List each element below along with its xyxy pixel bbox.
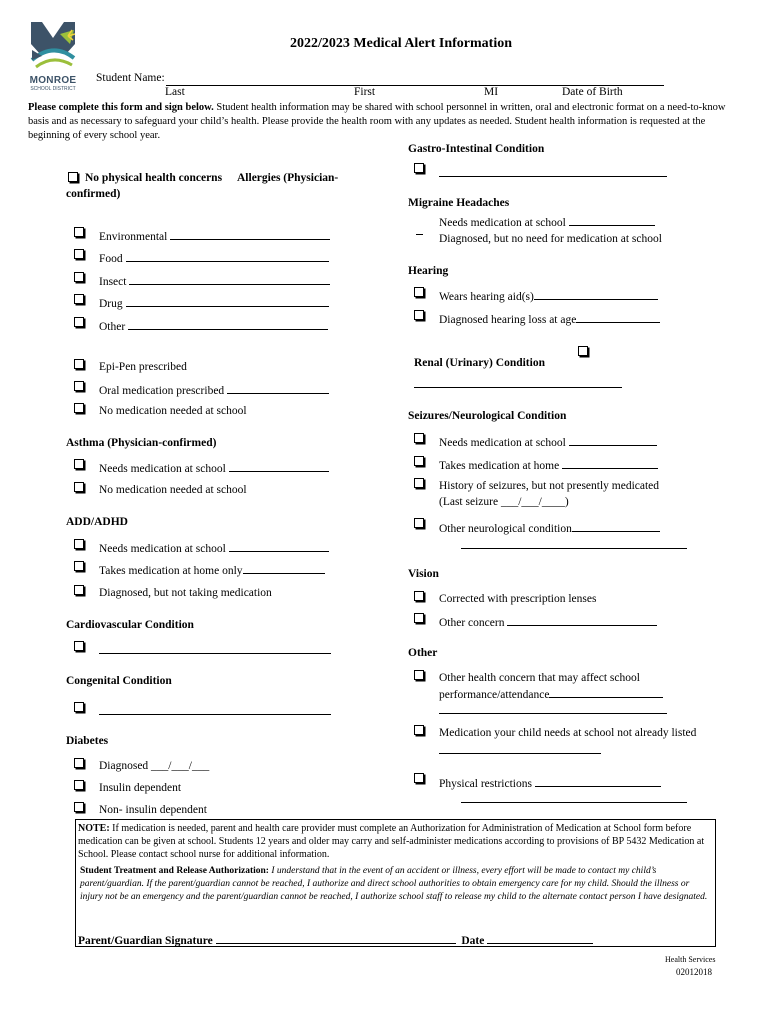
intro-bold: Please complete this form and sign below. [28, 102, 214, 113]
renal-line[interactable] [414, 377, 622, 388]
adhd-no-med-checkbox[interactable] [74, 585, 84, 595]
lenses-checkbox[interactable] [414, 591, 424, 601]
adhd-needs-med-label: Needs medication at school [99, 541, 329, 555]
migraine-no-med-label: Diagnosed, but no need for medication at school [439, 233, 662, 245]
vision-title: Vision [408, 568, 439, 580]
first-label: First [354, 86, 376, 98]
auth-text [80, 865, 712, 904]
food-label: Food [99, 251, 329, 265]
allergies-title: Allergies (Physician- [237, 172, 339, 184]
renal-title: Renal (Urinary) Condition [414, 357, 545, 369]
physical-restrictions-line-2[interactable] [461, 792, 687, 803]
seizure-home-med-checkbox[interactable] [414, 456, 424, 466]
environmental-checkbox[interactable] [74, 227, 84, 237]
oral-med-label: Oral medication prescribed [99, 383, 329, 397]
non-insulin-label: Non- insulin dependent [99, 804, 207, 816]
other-title: Other [408, 647, 438, 659]
cardio-title: Cardiovascular Condition [66, 619, 194, 631]
seizure-home-med-label: Takes medication at home [439, 458, 658, 472]
congenital-line[interactable] [99, 704, 331, 715]
note-label: NOTE: [78, 823, 110, 834]
dob-label: Date of Birth [562, 86, 623, 98]
asthma-no-med-checkbox[interactable] [74, 482, 84, 492]
physical-restrictions-checkbox[interactable] [414, 773, 424, 783]
seizure-history-checkbox[interactable] [414, 478, 424, 488]
migraine-title: Migraine Headaches [408, 197, 510, 209]
no-med-allergy-checkbox[interactable] [74, 403, 84, 413]
migraine-dash[interactable] [416, 234, 423, 235]
logo-text: MONROE [29, 75, 77, 86]
drug-label: Drug [99, 296, 329, 310]
hearing-aid-label: Wears hearing aid(s) [439, 289, 658, 303]
no-med-allergy-label: No medication needed at school [99, 405, 247, 417]
other-concern-checkbox[interactable] [414, 670, 424, 680]
diabetes-diagnosed-checkbox[interactable] [74, 758, 84, 768]
environmental-label: Environmental [99, 229, 330, 243]
drug-checkbox[interactable] [74, 294, 84, 304]
note-body: If medication is needed, parent and health care provider must complete an Authorization for Administration of Medication at School form before medication can be given at school. Students 12 years and older may carry and self-administer medications according to provisions of BP 5432 Medication at School. Please contact school nurse for additional information. [78, 823, 705, 860]
vision-other-label: Other concern [439, 615, 657, 629]
last-seizure-label: (Last seizure ___/___/____) [439, 496, 569, 508]
signature-label: Parent/Guardian Signature Date [78, 933, 593, 947]
adhd-home-med-checkbox[interactable] [74, 561, 84, 571]
seizure-needs-med-label: Needs medication at school [439, 435, 657, 449]
asthma-title: Asthma (Physician-confirmed) [66, 437, 217, 449]
gi-line[interactable] [439, 166, 667, 177]
no-concerns-checkbox[interactable] [68, 172, 78, 182]
intro-paragraph [28, 101, 728, 143]
food-checkbox[interactable] [74, 249, 84, 259]
other-allergy-label: Other [99, 319, 328, 333]
last-label: Last [165, 86, 185, 98]
cardio-line[interactable] [99, 643, 331, 654]
asthma-needs-med-checkbox[interactable] [74, 459, 84, 469]
oral-med-checkbox[interactable] [74, 381, 84, 391]
gi-title: Gastro-Intestinal Condition [408, 143, 545, 155]
other-neuro-line-2[interactable] [461, 538, 687, 549]
seizure-history-label: History of seizures, but not presently medicated [439, 480, 660, 492]
seizure-title: Seizures/Neurological Condition [408, 410, 567, 422]
footer-dept: Health Services [665, 955, 716, 964]
cardio-checkbox[interactable] [74, 641, 84, 651]
no-concerns-label: No physical health concerns [85, 172, 223, 184]
congenital-checkbox[interactable] [74, 702, 84, 712]
other-allergy-checkbox[interactable] [74, 317, 84, 327]
lenses-label: Corrected with prescription lenses [439, 593, 597, 605]
other-neuro-label: Other neurological condition [439, 521, 660, 535]
epipen-label: Epi-Pen prescribed [99, 361, 187, 373]
asthma-needs-med-label: Needs medication at school [99, 461, 329, 475]
adhd-title: ADD/ADHD [66, 516, 128, 528]
student-name-label: Student Name: [96, 72, 165, 84]
logo-mark-icon [28, 20, 78, 74]
mi-label: MI [484, 86, 499, 98]
note-box [75, 819, 716, 947]
other-med-line[interactable] [439, 743, 601, 754]
other-neuro-checkbox[interactable] [414, 518, 424, 528]
allergies-title-2: confirmed) [66, 188, 121, 200]
auth-label: Student Treatment and Release Authorization: [80, 866, 269, 876]
seizure-needs-med-checkbox[interactable] [414, 433, 424, 443]
asthma-no-med-label: No medication needed at school [99, 484, 247, 496]
diabetes-title: Diabetes [66, 735, 109, 747]
adhd-no-med-label: Diagnosed, but not taking medication [99, 587, 272, 599]
performance-line-2[interactable] [439, 703, 667, 714]
hearing-title: Hearing [408, 265, 449, 277]
footer-code: 02012018 [676, 967, 712, 977]
gi-checkbox[interactable] [414, 163, 424, 173]
student-name-field[interactable] [166, 74, 664, 86]
district-logo [28, 20, 78, 92]
performance-label: performance/attendance [439, 687, 663, 701]
physical-restrictions-label: Physical restrictions [439, 776, 661, 790]
hearing-loss-checkbox[interactable] [414, 310, 424, 320]
insulin-checkbox[interactable] [74, 780, 84, 790]
adhd-home-med-label: Takes medication at home only [99, 563, 325, 577]
auth-body: I understand that in the event of an accident or illness, every effort will be made to contact my child’s parent/guardian. If the parent/guardian cannot be reached, I authorize and direct school authorities to obtain emergency care for my child. Should the illness or injury not be an emergency and the parent/guardian cannot be reached, I authorize school staff to release my child to the alternate contact person I have designated. [80, 866, 708, 902]
note-text [78, 822, 710, 861]
vision-other-checkbox[interactable] [414, 613, 424, 623]
hearing-aid-checkbox[interactable] [414, 287, 424, 297]
insect-checkbox[interactable] [74, 272, 84, 282]
congenital-title: Congenital Condition [66, 675, 172, 687]
form-title: 2022/2023 Medical Alert Information [290, 36, 513, 51]
other-concern-label: Other health concern that may affect school [439, 672, 640, 684]
insect-label: Insect [99, 274, 330, 288]
epipen-checkbox[interactable] [74, 359, 84, 369]
other-med-checkbox[interactable] [414, 725, 424, 735]
diabetes-diagnosed-label: Diagnosed ___/___/___ [99, 760, 210, 772]
non-insulin-checkbox[interactable] [74, 802, 84, 812]
intro-text: Student health information may be shared with school personnel in written, oral and electronic format on a need-to-know basis and as necessary to safeguard your child’s health. Please provide the health room with any updates as needed. Student health information is requested at the beginning of every school year. [28, 102, 726, 141]
renal-checkbox[interactable] [578, 346, 588, 356]
logo-subtext: SCHOOL DISTRICT [30, 86, 76, 92]
insulin-label: Insulin dependent [99, 782, 182, 794]
migraine-needs-med-label: Needs medication at school [439, 215, 655, 229]
hearing-loss-label: Diagnosed hearing loss at age [439, 312, 660, 326]
other-med-label: Medication your child needs at school not already listed [439, 727, 697, 739]
adhd-needs-med-checkbox[interactable] [74, 539, 84, 549]
